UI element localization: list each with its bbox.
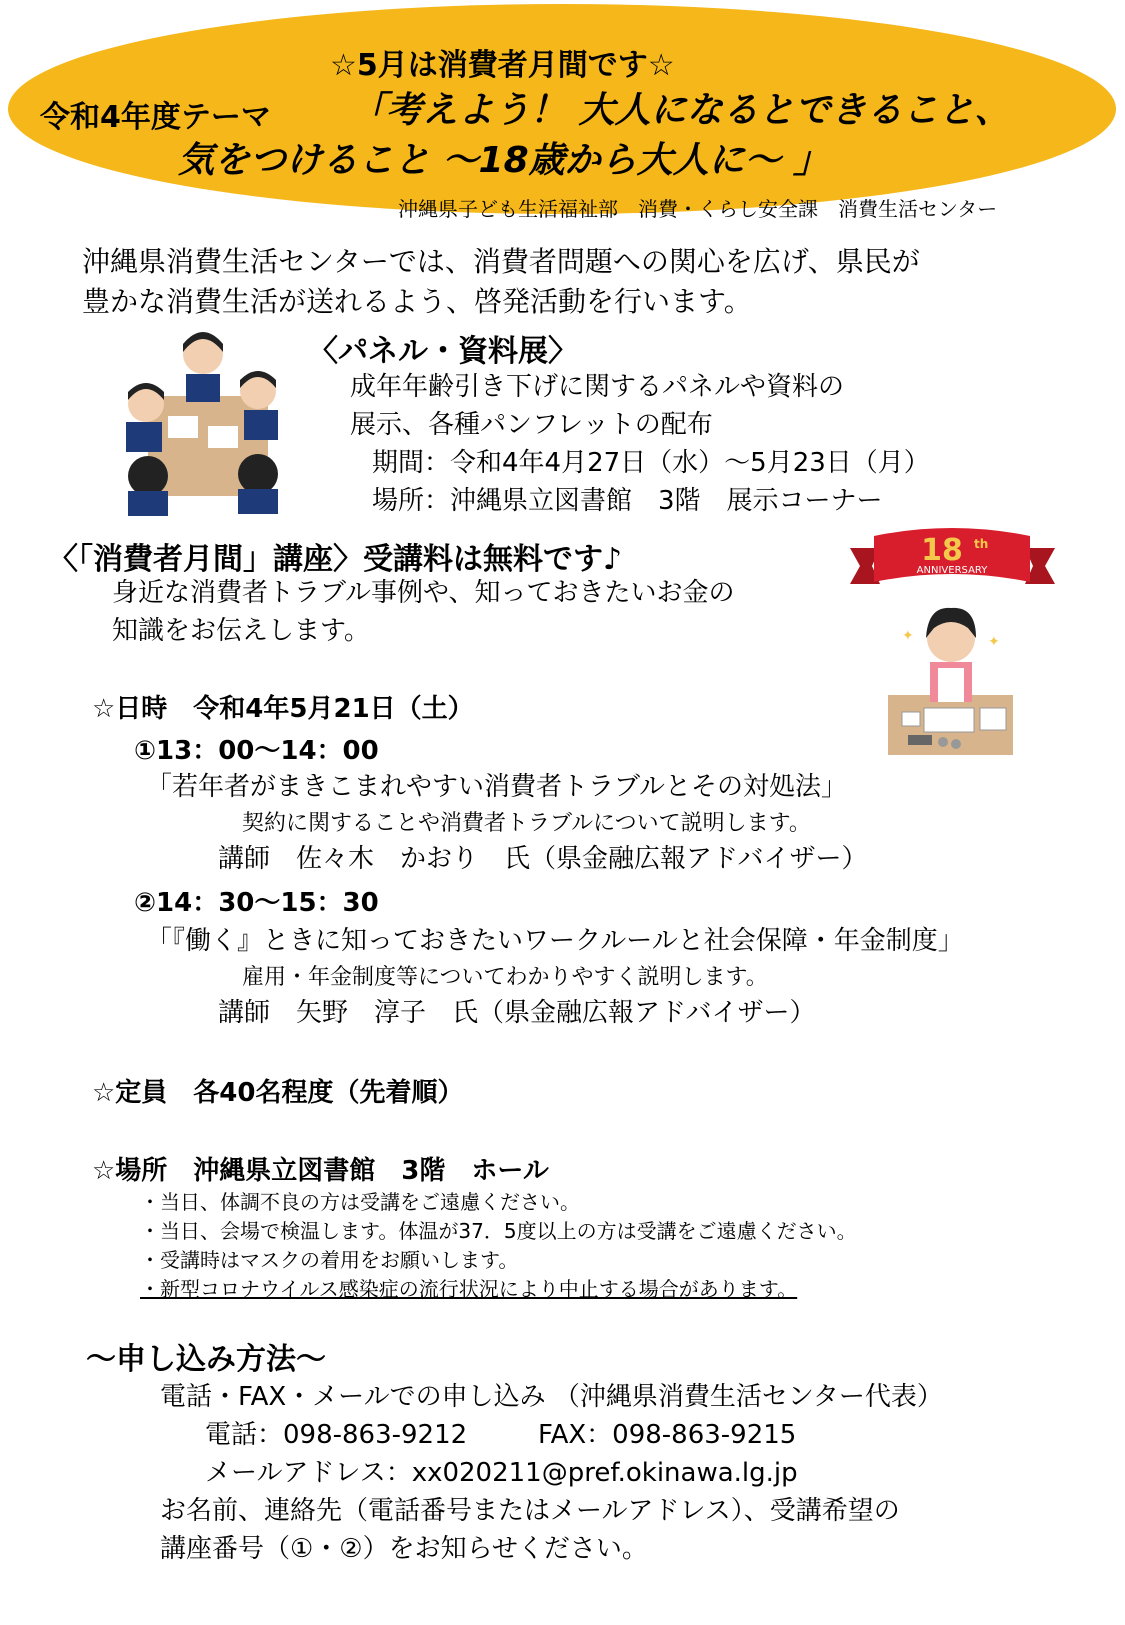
panel-place: 場所：沖縄県立図書館 3階 展示コーナー xyxy=(372,486,883,516)
woman-studying-illustration xyxy=(888,600,1018,760)
svg-text:✦: ✦ xyxy=(988,634,1000,650)
intro-line2: 豊かな消費生活が送れるよう、啓発活動を行います。 xyxy=(82,285,752,318)
session2-title: 「『働く』ときに知っておきたいワークルールと社会保障・年金制度」 xyxy=(146,926,964,956)
note-item: ・当日、会場で検温します。体温が37．5度以上の方は受講をご遠慮ください。 xyxy=(140,1219,857,1243)
svg-text:✦: ✦ xyxy=(902,628,914,644)
lecture-desc2: 知識をお伝えします。 xyxy=(112,616,370,646)
panel-desc2: 展示、各種パンフレットの配布 xyxy=(350,410,713,440)
theme-line1: 「考えよう！ 大人になるとできること、 xyxy=(350,90,1011,131)
lecture-capacity: ☆定員 各40名程度（先着順） xyxy=(92,1078,464,1108)
panel-period: 期間：令和4年4月27日（水）～5月23日（月） xyxy=(372,448,930,478)
apply-method: 電話・FAX・メールでの申し込み （沖縄県消費生活センター代表） xyxy=(160,1382,943,1412)
session1-title: 「若年者がまきこまれやすい消費者トラブルとその対処法」 xyxy=(146,772,847,802)
note-item-cancellation: ・新型コロナウイルス感染症の流行状況により中止する場合があります。 xyxy=(140,1277,798,1301)
panel-heading: 〈パネル・資料展〉 xyxy=(308,334,578,369)
note-item: ・当日、体調不良の方は受講をご遠慮ください。 xyxy=(140,1190,580,1214)
lecture-date: ☆日時 令和4年5月21日（土） xyxy=(92,694,474,724)
consumer-month-title: ☆5月は消費者月間です☆ xyxy=(330,48,675,83)
session2-lecturer: 講師 矢野 淳子 氏（県金融広報アドバイザー） xyxy=(218,998,816,1028)
intro-line1: 沖縄県消費生活センターでは、消費者問題への関心を広げ、県民が xyxy=(82,245,920,278)
apply-phone: 電話：098-863-9212 xyxy=(205,1420,468,1450)
apply-info2: 講座番号（①・②）をお知らせください。 xyxy=(160,1534,648,1564)
organizer: 沖縄県子ども生活福祉部 消費・くらし安全課 消費生活センター xyxy=(398,197,998,221)
theme-label: 令和4年度テーマ xyxy=(40,100,271,135)
lecture-desc1: 身近な消費者トラブル事例や、知っておきたいお金の xyxy=(112,578,735,608)
session1-time: ①13：00～14：00 xyxy=(134,736,379,766)
apply-email: メールアドレス：xx020211@pref.okinawa.lg.jp xyxy=(205,1458,798,1488)
note-item: ・受講時はマスクの着用をお願いします。 xyxy=(140,1248,519,1272)
apply-fax: FAX：098-863-9215 xyxy=(538,1420,797,1450)
panel-desc1: 成年年齢引き下げに関するパネルや資料の xyxy=(350,372,845,402)
anniversary-number: 18 xyxy=(921,533,963,568)
apply-info1: お名前、連絡先（電話番号またはメールアドレス）、受講希望の xyxy=(160,1496,900,1526)
session1-desc: 契約に関することや消費者トラブルについて説明します。 xyxy=(242,811,811,836)
lecture-heading: 〈「消費者月間」講座〉受講料は無料です♪ xyxy=(48,542,623,577)
anniversary-ribbon-icon xyxy=(850,526,1055,598)
anniversary-label: ANNIVERSARY xyxy=(916,565,988,576)
session1-lecturer: 講師 佐々木 かおり 氏（県金融広報アドバイザー） xyxy=(218,844,868,874)
lecture-venue: ☆場所 沖縄県立図書館 3階 ホール xyxy=(92,1156,549,1186)
anniversary-suffix: th xyxy=(974,537,989,551)
meeting-illustration xyxy=(108,326,298,516)
session2-desc: 雇用・年金制度等についてわかりやすく説明します。 xyxy=(242,965,768,990)
apply-heading: ～申し込み方法～ xyxy=(86,1342,326,1377)
theme-line2: 気をつけること ～18歳から大人に～ 」 xyxy=(178,140,830,181)
session2-time: ②14：30～15：30 xyxy=(134,888,379,918)
